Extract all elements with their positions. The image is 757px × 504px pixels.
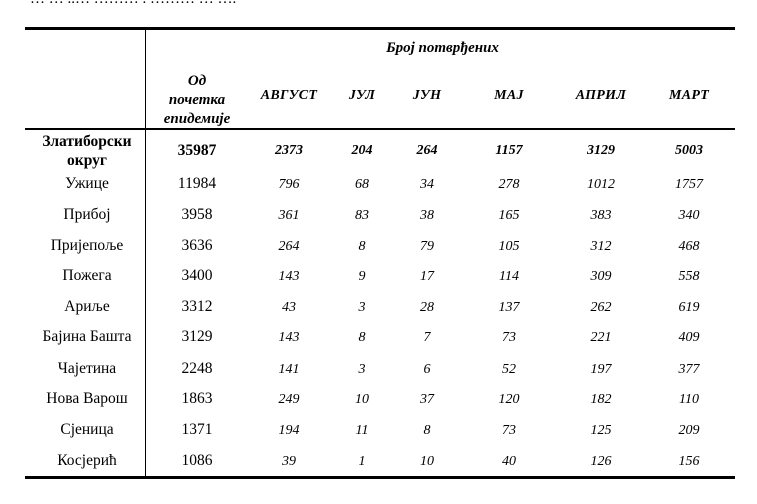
table-row bbox=[25, 175, 735, 205]
total-since-start: 1371 bbox=[181, 421, 213, 438]
value-july: 3 bbox=[358, 362, 366, 377]
value-august: 143 bbox=[278, 330, 300, 345]
value-april: 383 bbox=[590, 208, 612, 223]
value-march: 409 bbox=[678, 330, 700, 345]
value-april: 125 bbox=[590, 423, 612, 438]
month-header-june: ЈУН bbox=[412, 88, 442, 103]
value-april: 262 bbox=[590, 300, 612, 315]
district-value-may: 1157 bbox=[495, 143, 523, 158]
table-row bbox=[25, 206, 735, 236]
total-since-start: 11984 bbox=[177, 175, 217, 192]
value-may: 73 bbox=[502, 423, 516, 438]
group-title: Број потврђених bbox=[386, 40, 499, 56]
municipality-name: Чајетина bbox=[57, 360, 117, 377]
value-april: 312 bbox=[590, 239, 612, 254]
since-header-line: почетка bbox=[168, 92, 226, 108]
total-since-start: 3400 bbox=[181, 267, 213, 284]
value-april: 126 bbox=[590, 454, 612, 469]
value-april: 221 bbox=[590, 330, 612, 345]
since-epidemic-header bbox=[142, 72, 252, 129]
district-value-august: 2373 bbox=[275, 143, 303, 158]
value-july: 68 bbox=[355, 177, 369, 192]
value-june: 8 bbox=[423, 423, 431, 438]
municipality-name: Прибој bbox=[63, 206, 111, 223]
value-august: 796 bbox=[278, 177, 300, 192]
value-march: 340 bbox=[678, 208, 700, 223]
value-june: 17 bbox=[420, 269, 434, 284]
value-july: 10 bbox=[355, 392, 369, 407]
value-august: 249 bbox=[278, 392, 300, 407]
district-name-line: Златиборски bbox=[42, 133, 132, 150]
value-july: 8 bbox=[358, 239, 366, 254]
district-value-june: 264 bbox=[416, 143, 438, 158]
total-since-start: 1086 bbox=[181, 452, 213, 469]
district-value-july: 204 bbox=[351, 143, 373, 158]
month-header-march: МАРТ bbox=[668, 88, 710, 103]
value-june: 37 bbox=[420, 392, 434, 407]
value-july: 11 bbox=[355, 423, 369, 438]
since-header-line: епидемије bbox=[163, 111, 231, 127]
value-march: 110 bbox=[679, 392, 699, 407]
municipality-name: Бајина Башта bbox=[42, 328, 132, 345]
district-name-line: округ bbox=[67, 152, 107, 169]
total-since-start: 3312 bbox=[181, 298, 213, 315]
page-fragment-text bbox=[30, 0, 236, 8]
table-row bbox=[25, 360, 735, 390]
value-june: 79 bbox=[420, 239, 434, 254]
table-row bbox=[25, 328, 735, 358]
value-july: 9 bbox=[358, 269, 366, 284]
municipality-name: Пожега bbox=[62, 267, 112, 284]
month-header-april: АПРИЛ bbox=[575, 88, 627, 103]
value-april: 197 bbox=[590, 362, 612, 377]
value-july: 3 bbox=[358, 300, 366, 315]
month-header-july: ЈУЛ bbox=[348, 88, 376, 103]
district-value-march: 5003 bbox=[675, 143, 703, 158]
value-august: 264 bbox=[278, 239, 300, 254]
value-may: 73 bbox=[502, 330, 516, 345]
value-march: 619 bbox=[678, 300, 700, 315]
municipality-name: Ариље bbox=[64, 298, 110, 315]
table-row bbox=[25, 452, 735, 482]
value-august: 361 bbox=[278, 208, 300, 223]
value-june: 34 bbox=[420, 177, 434, 192]
municipality-name: Нова Варош bbox=[46, 390, 128, 407]
value-august: 43 bbox=[282, 300, 296, 315]
municipality-name: Косјерић bbox=[57, 452, 117, 469]
value-march: 468 bbox=[678, 239, 700, 254]
municipality-name: Сјеница bbox=[60, 421, 114, 438]
value-july: 1 bbox=[358, 454, 366, 469]
value-march: 1757 bbox=[675, 177, 703, 192]
total-since-start: 3129 bbox=[181, 328, 213, 345]
value-april: 1012 bbox=[587, 177, 615, 192]
value-may: 105 bbox=[498, 239, 520, 254]
header-rule bbox=[25, 128, 735, 130]
value-june: 38 bbox=[420, 208, 434, 223]
value-july: 83 bbox=[355, 208, 369, 223]
value-may: 278 bbox=[498, 177, 520, 192]
top-rule bbox=[25, 27, 735, 30]
table-row bbox=[25, 390, 735, 420]
value-may: 40 bbox=[502, 454, 516, 469]
table-row bbox=[25, 237, 735, 267]
value-june: 7 bbox=[423, 330, 431, 345]
since-header-line: Од bbox=[187, 73, 207, 89]
district-name bbox=[27, 132, 147, 170]
value-may: 120 bbox=[498, 392, 520, 407]
value-may: 114 bbox=[499, 269, 519, 284]
value-march: 558 bbox=[678, 269, 700, 284]
month-header-may: МАЈ bbox=[494, 88, 524, 103]
value-april: 309 bbox=[590, 269, 612, 284]
value-march: 377 bbox=[678, 362, 700, 377]
value-may: 52 bbox=[502, 362, 516, 377]
value-march: 156 bbox=[678, 454, 700, 469]
total-since-start: 3958 bbox=[181, 206, 213, 223]
municipality-name: Ужице bbox=[65, 175, 109, 192]
value-june: 6 bbox=[423, 362, 431, 377]
table-row bbox=[25, 298, 735, 328]
municipality-name: Пријепоље bbox=[50, 237, 124, 254]
value-april: 182 bbox=[590, 392, 612, 407]
table-row bbox=[25, 267, 735, 297]
value-august: 143 bbox=[278, 269, 300, 284]
district-total: 35987 bbox=[177, 142, 217, 159]
value-march: 209 bbox=[678, 423, 700, 438]
value-august: 141 bbox=[278, 362, 300, 377]
value-may: 137 bbox=[498, 300, 520, 315]
value-august: 39 bbox=[282, 454, 296, 469]
value-august: 194 bbox=[278, 423, 300, 438]
value-june: 28 bbox=[420, 300, 434, 315]
value-june: 10 bbox=[420, 454, 434, 469]
total-since-start: 2248 bbox=[181, 360, 213, 377]
total-since-start: 3636 bbox=[181, 237, 213, 254]
month-header-august: АВГУСТ bbox=[260, 88, 318, 103]
table-row bbox=[25, 421, 735, 451]
value-july: 8 bbox=[358, 330, 366, 345]
district-value-april: 3129 bbox=[587, 143, 615, 158]
value-may: 165 bbox=[498, 208, 520, 223]
total-since-start: 1863 bbox=[181, 390, 213, 407]
